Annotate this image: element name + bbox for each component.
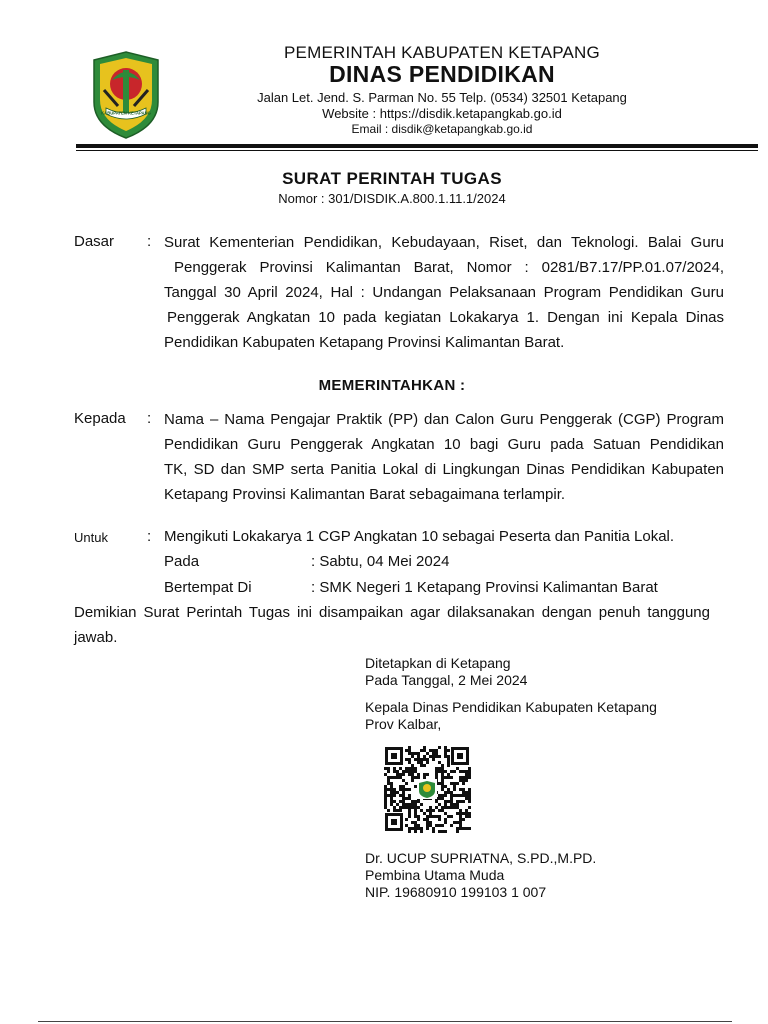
pada-value: : Sabtu, 04 Mei 2024	[311, 553, 450, 570]
dasar-line: Surat Kementerian Pendidikan, Kebudayaan, Riset, dan Teknologi. Balai Guru	[164, 234, 724, 251]
letterhead-thick-rule	[76, 144, 758, 148]
page-bottom-rule	[38, 1021, 732, 1022]
pada-label: Pada	[164, 553, 200, 570]
untuk-text: Mengikuti Lokakarya 1 CGP Angkatan 10 sebagai Peserta dan Panitia Lokal.	[164, 528, 675, 545]
government-name: PEMERINTAH KABUPATEN KETAPANG	[284, 43, 600, 62]
signature-position: Kepala Dinas Pendidikan Kabupaten Ketapang	[365, 699, 657, 715]
office-address: Jalan Let. Jend. S. Parman No. 55 Telp. (0534) 32501 Ketapang	[257, 90, 627, 105]
dasar-line: Penggerak Provinsi Kalimantan Barat, Nomor : 0281/B7.17/PP.01.07/2024,	[174, 259, 724, 276]
dasar-line: Tanggal 30 April 2024, Hal : Undangan Pelaksanaan Program Pendidikan Guru	[164, 284, 724, 301]
dasar-colon: :	[147, 233, 152, 250]
kepada-line: Ketapang Provinsi Kalimantan Barat sebagaimana terlampir.	[164, 486, 566, 503]
letter-title: SURAT PERINTAH TUGAS	[282, 169, 502, 188]
closing-paragraph	[74, 600, 710, 650]
kepada-colon: :	[147, 410, 152, 427]
signatory-rank: Pembina Utama Muda	[365, 867, 505, 883]
signature-place: Ditetapkan di Ketapang	[365, 655, 511, 671]
signature-qr-code	[383, 745, 471, 833]
signatory-name: Dr. UCUP SUPRIATNA, S.PD.,M.PD.	[365, 850, 597, 866]
tempat-value: : SMK Negeri 1 Ketapang Provinsi Kalimantan Barat	[311, 579, 658, 596]
website-link[interactable]: Website : https://disdik.ketapangkab.go.id	[322, 106, 562, 121]
letterhead-thin-rule	[76, 150, 758, 151]
department-name: DINAS PENDIDIKAN	[329, 61, 555, 87]
email-link[interactable]: Email : disdik@ketapangkab.go.id	[351, 122, 533, 136]
closing-line: Demikian Surat Perintah Tugas ini disampaikan agar dilaksanakan dengan penuh tanggung	[74, 604, 710, 621]
kepada-line: Pendidikan Guru Penggerak Angkatan 10 bagi Guru pada Satuan Pendidikan	[164, 436, 724, 453]
dasar-line: Pendidikan Kabupaten Ketapang Provinsi Kalimantan Barat.	[164, 334, 565, 351]
closing-line: jawab.	[74, 629, 118, 646]
signature-position-region: Prov Kalbar,	[365, 716, 442, 732]
regency-emblem-logo	[90, 50, 162, 140]
signatory-nip: NIP. 19680910 199103 1 007	[365, 884, 547, 900]
dasar-paragraph	[164, 230, 724, 355]
dasar-line: Penggerak Angkatan 10 pada kegiatan Lokakarya 1. Dengan ini Kepala Dinas	[167, 309, 724, 326]
kepada-paragraph	[164, 407, 724, 507]
kepada-line: Nama – Nama Pengajar Praktik (PP) dan Calon Guru Penggerak (CGP) Program	[164, 411, 724, 428]
logo-caption: KABUPATEN KETAPANG	[101, 110, 151, 116]
order-heading: MEMERINTAHKAN :	[318, 377, 466, 394]
letter-number: Nomor : 301/DISDIK.A.800.1.11.1/2024	[278, 191, 506, 206]
tempat-label: Bertempat Di	[164, 579, 252, 596]
untuk-colon: :	[147, 528, 152, 545]
untuk-label: Untuk	[74, 530, 108, 545]
kepada-line: TK, SD dan SMP serta Panitia Lokal di Lingkungan Dinas Pendidikan Kabupaten	[164, 461, 724, 478]
kepada-label: Kepada	[74, 410, 126, 427]
signature-date: Pada Tanggal, 2 Mei 2024	[365, 672, 528, 688]
dasar-label: Dasar	[74, 233, 115, 250]
